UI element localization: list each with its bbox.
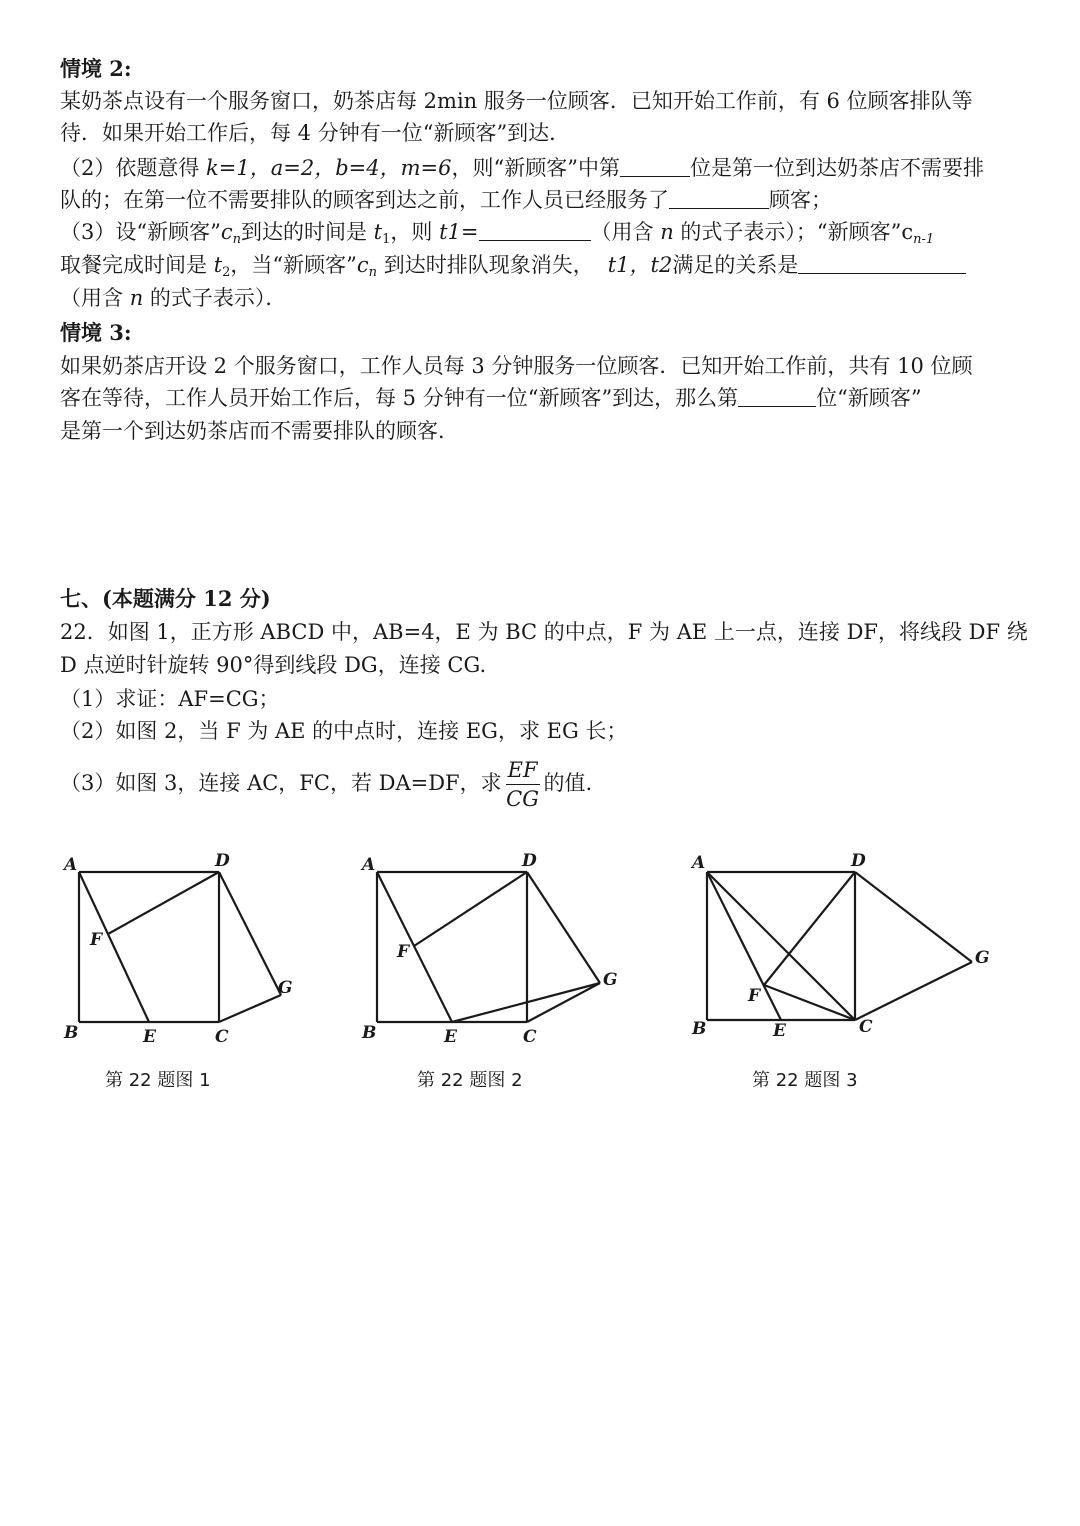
q3-var-c3: c bbox=[356, 253, 369, 277]
figure-1-caption: 第 22 题图 1 bbox=[105, 1070, 211, 1091]
fig2-seg-CG bbox=[527, 983, 600, 1022]
fig2-seg-AE bbox=[377, 872, 452, 1022]
q3-sub-n1: n-1 bbox=[913, 232, 935, 247]
q3-t1-eq: t1= bbox=[439, 220, 479, 244]
fig2-seg-DG bbox=[527, 872, 600, 983]
q3-sub-2: 2 bbox=[222, 265, 231, 280]
q3-text-k: 的式子表示）． bbox=[143, 286, 287, 310]
scenario2-intro-line2: 待．如果开始工作后，每 4 分钟有一位“新顾客”到达． bbox=[60, 121, 571, 145]
scenario2-intro-line1: 某奶茶点设有一个服务窗口，奶茶店每 2min 服务一位顾客．已知开始工作前，有 6 位顾客排队等 bbox=[60, 89, 973, 113]
problem22-line1: 22．如图 1，正方形 ABCD 中，AB=4，E 为 BC 的中点，F 为 AE 上一点，连接 DF，将线段 DF 绕 bbox=[60, 620, 1028, 644]
s3-text-b: 位“新顾客” bbox=[816, 386, 922, 410]
q3-text-j: （用含 bbox=[60, 286, 130, 310]
problem22-line2: D 点逆时针旋转 90°得到线段 DG，连接 CG. bbox=[60, 653, 487, 677]
fig3-label-D: D bbox=[851, 851, 866, 871]
q3-var-c2: c bbox=[901, 220, 914, 244]
q3-text-b: 到达的时间是 bbox=[240, 220, 374, 244]
fig2-seg-DF bbox=[414, 872, 527, 946]
q3-var-t: t bbox=[373, 220, 383, 244]
part3-text-end: 的值. bbox=[543, 771, 593, 795]
q3-text-d: （用含 bbox=[590, 220, 661, 244]
q2-text-3: 队的；在第一位不需要排队的顾客到达之前，工作人员已经服务了 bbox=[60, 188, 669, 212]
q3-text-h: 到达时排队现象消失， bbox=[377, 253, 594, 277]
section7-heading: 七、(本题满分 12 分) bbox=[60, 586, 271, 611]
part3-text: （3）如图 3，连接 AC，FC，若 DA=DF，求 bbox=[60, 771, 502, 795]
q3-prefix: （3）设“新顾客” bbox=[60, 220, 221, 244]
q3-text-i: 满足的关系是 bbox=[672, 253, 799, 277]
q3-sub-1: 1 bbox=[382, 232, 391, 247]
fig3-label-A: A bbox=[692, 853, 706, 873]
figure-3 bbox=[707, 872, 972, 1020]
q2-text: ，则“新顾客”中第 bbox=[451, 156, 620, 180]
fig1-label-D: D bbox=[215, 851, 230, 871]
fig1-label-A: A bbox=[64, 855, 78, 875]
fig1-seg-DF bbox=[108, 872, 219, 934]
fraction-denominator: CG bbox=[506, 787, 539, 811]
fig3-seg-DG bbox=[855, 872, 972, 962]
q3-sub-n: n bbox=[232, 232, 241, 247]
fig2-label-E: E bbox=[444, 1027, 457, 1047]
q3-var-t2: t bbox=[213, 253, 223, 277]
fig2-label-C: C bbox=[523, 1027, 537, 1047]
fig1-label-F: F bbox=[90, 930, 103, 950]
fig3-label-E: E bbox=[773, 1021, 786, 1041]
scenario3-line1: 如果奶茶店开设 2 个服务窗口，工作人员每 3 分钟服务一位顾客．已知开始工作前，共有 10 位顾 bbox=[60, 354, 973, 378]
q3-text-c: ，则 bbox=[390, 220, 440, 244]
q3-text-f: 取餐完成时间是 bbox=[60, 253, 214, 277]
q2-text-4: 顾客； bbox=[769, 188, 832, 212]
fraction-numerator: EF bbox=[506, 756, 540, 785]
fig3-label-B: B bbox=[692, 1019, 707, 1039]
fig3-label-F: F bbox=[748, 986, 761, 1006]
q2-values: k=1，a=2，b=4，m=6 bbox=[206, 156, 452, 180]
figure-1 bbox=[79, 872, 281, 1022]
q3-var-n2: n bbox=[129, 286, 144, 310]
fig3-seg-AE bbox=[707, 872, 781, 1020]
scenario3-heading: 情境 3: bbox=[60, 320, 132, 345]
q3-var-n: n bbox=[660, 220, 674, 244]
figure-2-caption: 第 22 题图 2 bbox=[417, 1070, 523, 1091]
q2-text-2: 位是第一位到达奶茶店不需要排 bbox=[689, 156, 984, 180]
fig1-label-B: B bbox=[64, 1023, 79, 1043]
q3-var-c: c bbox=[220, 220, 233, 244]
q3-sub-n2: n bbox=[368, 265, 378, 280]
figure-3-caption: 第 22 题图 3 bbox=[752, 1070, 858, 1091]
fig3-label-C: C bbox=[859, 1017, 873, 1037]
fig1-label-E: E bbox=[143, 1027, 156, 1047]
fig3-seg-AC bbox=[707, 872, 855, 1020]
fig3-label-G: G bbox=[975, 948, 990, 968]
fig2-label-B: B bbox=[362, 1023, 377, 1043]
fig1-label-C: C bbox=[215, 1027, 229, 1047]
fig3-seg-DF bbox=[764, 872, 855, 985]
fig2-label-F: F bbox=[397, 942, 410, 962]
fig1-label-G: G bbox=[278, 978, 293, 998]
q3-text-g: ，当“新顾客” bbox=[230, 253, 357, 277]
problem22-part1: （1）求证：AF=CG； bbox=[60, 687, 280, 711]
fig2-label-A: A bbox=[362, 855, 376, 875]
fig3-seg-CG bbox=[855, 962, 972, 1020]
scenario2-heading: 情境 2: bbox=[60, 56, 132, 81]
q3-t1-t2: t1，t2 bbox=[607, 253, 673, 277]
fig2-label-G: G bbox=[603, 970, 618, 990]
figure-2 bbox=[377, 872, 600, 1022]
fig2-label-D: D bbox=[522, 851, 537, 871]
s3-text-a: 客在等待，工作人员开始工作后，每 5 分钟有一位“新顾客”到达，那么第 bbox=[60, 386, 739, 410]
fig1-seg-DG bbox=[219, 872, 281, 995]
q3-text-e: 的式子表示）；“新顾客” bbox=[673, 220, 902, 244]
problem22-part2: （2）如图 2，当 F 为 AE 的中点时，连接 EG，求 EG 长； bbox=[60, 719, 628, 743]
scenario3-line3: 是第一个到达奶茶店而不需要排队的顾客． bbox=[60, 419, 459, 443]
q2-prefix: （2）依题意得 bbox=[60, 156, 207, 180]
fig1-seg-CG bbox=[219, 995, 281, 1022]
